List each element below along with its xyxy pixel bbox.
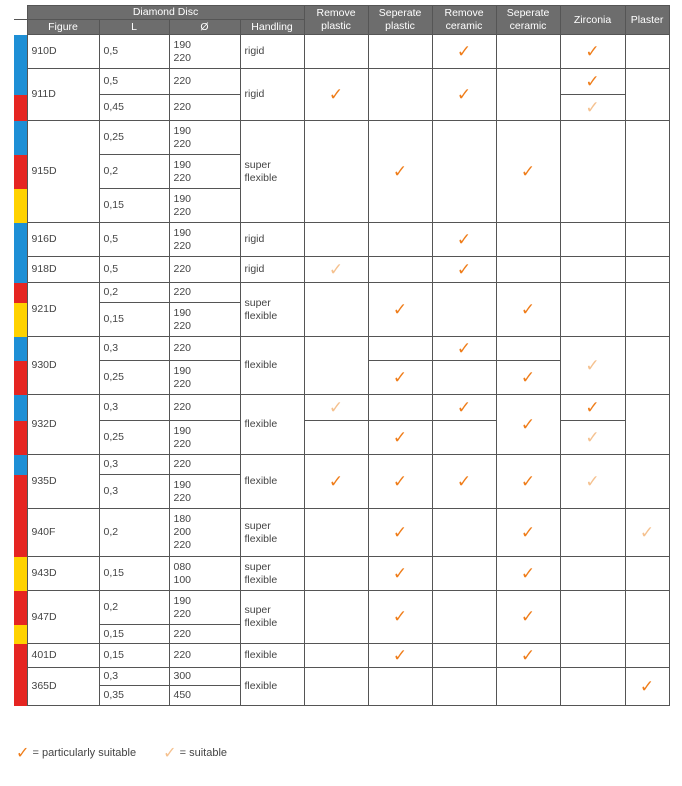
figure-cell: 918D [27, 257, 99, 283]
check-icon: ✓ [639, 676, 655, 696]
diameter-cell: 190 220 [169, 421, 240, 455]
col-zirconia: Zirconia [560, 6, 625, 35]
figure-cell: 935D [27, 455, 99, 509]
diameter-cell: 220 [169, 95, 240, 121]
table-row [14, 421, 669, 455]
figure-cell: 401D [27, 644, 99, 668]
diameter-cell: 220 [169, 455, 240, 475]
legend-suitable [163, 745, 228, 762]
col-seperate-plastic: Seperate plastic [368, 6, 432, 35]
diameter-cell: 220 [169, 395, 240, 421]
l-cell: 0,25 [99, 121, 169, 155]
col-remove-ceramic: Remove ceramic [432, 6, 496, 35]
check-icon: ✓ [585, 471, 600, 491]
figure-cell: 943D [27, 557, 99, 591]
l-cell: 0,5 [99, 69, 169, 95]
figure-cell: 921D [27, 283, 99, 337]
col-diameter: Ø [169, 20, 240, 35]
l-cell: 0,15 [99, 303, 169, 337]
col-remove-plastic: Remove plastic [304, 6, 368, 35]
diameter-cell: 300 [169, 668, 240, 686]
l-cell: 0,5 [99, 223, 169, 257]
color-strip [14, 361, 27, 395]
check-icon: ✓ [328, 397, 344, 417]
diameter-cell: 190 220 [169, 475, 240, 509]
color-strip [14, 257, 27, 283]
diameter-cell: 220 [169, 283, 240, 303]
diameter-cell: 190 220 [169, 121, 240, 155]
l-cell: 0,2 [99, 509, 169, 557]
handling-cell: super flexible [240, 591, 304, 644]
check-icon: ✓ [392, 607, 408, 626]
figure-cell: 932D [27, 395, 99, 455]
l-cell: 0,2 [99, 155, 169, 189]
color-strip [14, 189, 27, 223]
color-strip [14, 686, 27, 706]
check-icon: ✓ [456, 397, 472, 417]
table-row [14, 557, 669, 591]
check-icon: ✓ [520, 299, 536, 319]
handling-cell: super flexible [240, 121, 304, 223]
table-row [14, 35, 669, 69]
check-icon: ✓ [392, 367, 408, 387]
color-strip [14, 644, 27, 668]
check-icon: ✓ [639, 522, 655, 542]
diameter-cell: 190 220 [169, 155, 240, 189]
check-icon: ✓ [456, 41, 472, 61]
diameter-cell: 180 200 220 [169, 509, 240, 557]
l-cell: 0,45 [99, 95, 169, 121]
check-icon: ✓ [520, 414, 536, 434]
table-row [14, 509, 669, 557]
diameter-cell: 190 220 [169, 35, 240, 69]
l-cell: 0,3 [99, 668, 169, 686]
color-strip [14, 69, 27, 95]
diameter-cell: 190 220 [169, 591, 240, 625]
check-icon: ✓ [392, 427, 408, 447]
figure-cell: 365D [27, 668, 99, 706]
legend-particular [16, 745, 139, 762]
diameter-cell: 190 220 [169, 189, 240, 223]
table-row [14, 257, 669, 283]
figure-cell: 916D [27, 223, 99, 257]
check-icon: ✓ [328, 471, 344, 491]
table-row [14, 395, 669, 421]
color-strip [14, 421, 27, 455]
check-icon: ✓ [392, 471, 408, 491]
figure-cell: 911D [27, 69, 99, 121]
color-strip [14, 625, 27, 644]
handling-cell: rigid [240, 223, 304, 257]
diameter-cell: 220 [169, 337, 240, 361]
diameter-cell: 190 220 [169, 361, 240, 395]
check-icon: ✓ [585, 427, 600, 447]
figure-cell: 915D [27, 121, 99, 223]
color-strip [14, 283, 27, 303]
diameter-cell: 450 [169, 686, 240, 706]
l-cell: 0,35 [99, 686, 169, 706]
color-strip [14, 591, 27, 625]
diameter-cell: 220 [169, 644, 240, 668]
l-cell: 0,3 [99, 337, 169, 361]
legend [16, 745, 251, 762]
col-l: L [99, 20, 169, 35]
check-icon: ✓ [520, 161, 536, 181]
check-icon: ✓ [585, 41, 600, 61]
check-icon: ✓ [16, 745, 30, 762]
table-row [14, 668, 669, 686]
color-strip [14, 155, 27, 189]
table-row [14, 455, 669, 475]
table-row [14, 223, 669, 257]
color-strip [14, 303, 27, 337]
legend-suitable-label: = suitable [179, 747, 228, 760]
color-strip [14, 668, 27, 686]
col-plaster: Plaster [625, 6, 669, 35]
color-strip [14, 475, 27, 509]
color-strip [14, 455, 27, 475]
diameter-cell: 220 [169, 69, 240, 95]
figure-cell: 910D [27, 35, 99, 69]
l-cell: 0,15 [99, 189, 169, 223]
col-figure: Figure [27, 20, 99, 35]
check-icon: ✓ [585, 397, 600, 417]
diameter-cell: 190 220 [169, 223, 240, 257]
l-cell: 0,2 [99, 591, 169, 625]
handling-cell: super flexible [240, 509, 304, 557]
check-icon: ✓ [328, 259, 344, 279]
handling-cell: flexible [240, 337, 304, 395]
legend-particular-label: = particularly suitable [32, 747, 137, 760]
table-row [14, 337, 669, 361]
figure-cell: 947D [27, 591, 99, 644]
check-icon: ✓ [520, 563, 536, 583]
color-strip [14, 223, 27, 257]
check-icon: ✓ [520, 522, 536, 542]
color-strip [14, 95, 27, 121]
l-cell: 0,3 [99, 475, 169, 509]
handling-cell: rigid [240, 35, 304, 69]
color-strip [14, 121, 27, 155]
l-cell: 0,3 [99, 455, 169, 475]
handling-cell: rigid [240, 257, 304, 283]
handling-cell: super flexible [240, 283, 304, 337]
l-cell: 0,25 [99, 361, 169, 395]
check-icon: ✓ [585, 97, 600, 117]
col-seperate-ceramic: Seperate ceramic [496, 6, 560, 35]
check-icon: ✓ [392, 299, 408, 319]
check-icon: ✓ [585, 71, 600, 91]
check-icon: ✓ [520, 367, 536, 387]
check-icon: ✓ [456, 259, 472, 279]
handling-cell: flexible [240, 455, 304, 509]
diameter-cell: 220 [169, 257, 240, 283]
figure-cell: 930D [27, 337, 99, 395]
l-cell: 0,15 [99, 644, 169, 668]
table-row [14, 644, 669, 668]
table-row [14, 283, 669, 303]
color-strip [14, 395, 27, 421]
l-cell: 0,3 [99, 395, 169, 421]
color-strip [14, 337, 27, 361]
table-row [14, 121, 669, 155]
check-icon: ✓ [392, 161, 408, 181]
figure-cell: 940F [27, 509, 99, 557]
l-cell: 0,15 [99, 625, 169, 644]
check-icon: ✓ [392, 645, 408, 665]
group-title: Diamond Disc [27, 6, 304, 20]
handling-cell: flexible [240, 668, 304, 706]
check-icon: ✓ [392, 522, 408, 542]
check-icon: ✓ [163, 745, 177, 762]
diameter-cell: 220 [169, 625, 240, 644]
check-icon: ✓ [456, 471, 472, 491]
col-handling: Handling [240, 20, 304, 35]
check-icon: ✓ [520, 645, 536, 665]
handling-cell: rigid [240, 69, 304, 121]
table-row [14, 69, 669, 95]
l-cell: 0,15 [99, 557, 169, 591]
check-icon: ✓ [328, 84, 344, 104]
color-strip [14, 509, 27, 557]
l-cell: 0,25 [99, 421, 169, 455]
l-cell: 0,5 [99, 257, 169, 283]
l-cell: 0,5 [99, 35, 169, 69]
diameter-cell: 080 100 [169, 557, 240, 591]
check-icon: ✓ [520, 607, 536, 626]
diamond-disc-table [14, 5, 670, 706]
handling-cell: flexible [240, 395, 304, 455]
l-cell: 0,2 [99, 283, 169, 303]
check-icon: ✓ [392, 563, 408, 583]
check-icon: ✓ [520, 471, 536, 491]
handling-cell: flexible [240, 644, 304, 668]
color-strip [14, 557, 27, 591]
check-icon: ✓ [456, 229, 472, 249]
check-icon: ✓ [456, 84, 472, 104]
handling-cell: super flexible [240, 557, 304, 591]
product-table-container [14, 5, 670, 706]
check-icon: ✓ [585, 355, 600, 375]
color-strip [14, 35, 27, 69]
check-icon: ✓ [456, 338, 472, 358]
table-row [14, 591, 669, 625]
diameter-cell: 190 220 [169, 303, 240, 337]
